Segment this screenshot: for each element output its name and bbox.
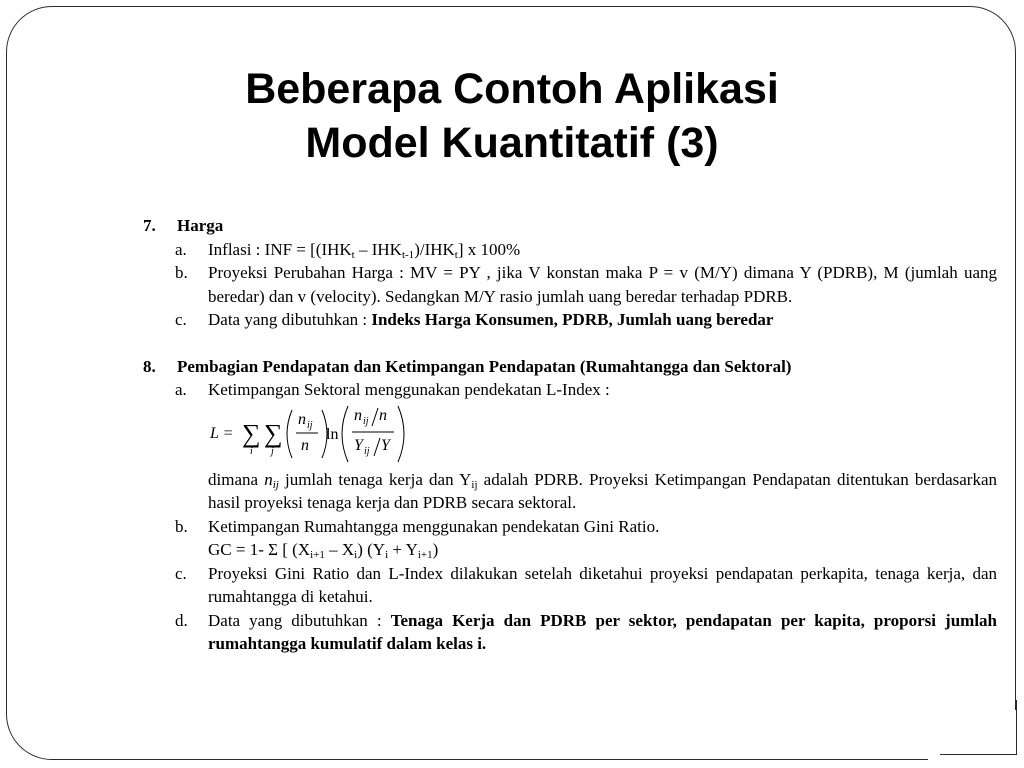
frac-num-sub: ij: [363, 415, 369, 427]
item-text: adalah PDRB. Proyeksi Ketimpangan Pendapatan ditentukan berdasarkan hasil proyeksi tenaga kerja dan PDRB secara sektoral.: [208, 469, 997, 512]
title-line-1: Beberapa Contoh Aplikasi: [245, 65, 779, 113]
subscript: ij: [272, 478, 279, 491]
frac-num-n: n: [354, 406, 362, 424]
gini-text: + Y: [388, 540, 418, 559]
l-index-formula-svg: [208, 402, 428, 468]
section-8-heading: Pembagian Pendapatan dan Ketimpangan Pendapatan (Rumahtangga dan Sektoral): [177, 356, 792, 376]
section-8-item-a-explanation: [143, 468, 997, 515]
inflation-text: – IHK: [354, 239, 402, 259]
frac-num-n-total: n: [379, 406, 387, 424]
gini-formula: [143, 538, 997, 562]
section-7: [143, 214, 997, 238]
section-8-item-a: [143, 378, 997, 402]
paren-left: [287, 410, 292, 458]
sum-sign-j: ∑: [264, 418, 283, 448]
slide-content: [143, 214, 997, 656]
inflation-text: Inflasi : INF = [(IHK: [208, 239, 352, 259]
slide-frame-side-line: [1016, 700, 1017, 755]
section-8-item-d: [143, 609, 997, 656]
spacer: [143, 332, 997, 355]
gini-text: GC = 1- Σ [ (X: [208, 540, 311, 559]
frac-num-sub: ij: [307, 419, 313, 431]
l-index-formula: [208, 402, 997, 468]
frac-den-y: Y: [354, 436, 363, 454]
section-8-item-c: [143, 562, 997, 609]
item-text-italic: n: [264, 469, 273, 489]
sum-index-i: i: [250, 445, 253, 457]
item-text-bold: Indeks Harga Konsumen, PDRB, Jumlah uang beredar: [371, 310, 774, 329]
item-label: b.: [175, 516, 188, 536]
item-text: Proyeksi Gini Ratio dan L-Index dilakukan setelah diketahui proyeksi pendapatan perkapita, tenaga kerja, dan rumahtangga di ketahui.: [208, 563, 997, 606]
subscript: t: [351, 248, 355, 261]
item-text: dimana: [208, 469, 265, 489]
slash: [374, 438, 380, 456]
subscript: i+1: [417, 549, 433, 561]
subscript: t: [454, 248, 458, 261]
subscript: i: [354, 549, 358, 561]
section-7-number: 7.: [143, 216, 156, 235]
subscript: i+1: [310, 549, 325, 561]
inflation-text: )/IHK: [414, 239, 455, 259]
section-7-heading: Harga: [177, 216, 224, 235]
frac-den-sub: ij: [364, 445, 370, 457]
item-label: c.: [175, 310, 187, 329]
frac-den-y-total: Y: [381, 436, 390, 454]
section-7-item-c: [143, 308, 997, 332]
gini-text: ) (Y: [357, 540, 386, 559]
slide-title: [0, 62, 1024, 170]
item-text: Data yang dibutuhkan :: [208, 310, 372, 329]
slide-frame-bottom-line: [940, 754, 1016, 755]
formula-lhs: L =: [210, 424, 234, 442]
inflation-text: ] x 100%: [457, 239, 521, 259]
item-label: b.: [175, 263, 188, 282]
gini-text: ): [432, 540, 439, 559]
paren-right: [398, 406, 404, 462]
subscript: t-1: [401, 248, 415, 261]
section-7-item-a: [143, 238, 997, 262]
section-8-number: 8.: [143, 356, 156, 376]
item-text: Ketimpangan Rumahtangga menggunakan pendekatan Gini Ratio.: [208, 516, 660, 536]
title-line-2: Model Kuantitatif (3): [305, 119, 719, 167]
item-text-bold: Tenaga Kerja dan PDRB per sektor, pendapatan per kapita, proporsi jumlah rumahtangga kumulatif dalam kelas i.: [208, 610, 997, 653]
section-8: [143, 355, 997, 379]
item-text: Data yang dibutuhkan :: [208, 610, 391, 630]
item-text: Ketimpangan Sektoral menggunakan pendekatan L-Index :: [208, 380, 610, 399]
sum-sign-i: ∑: [242, 418, 261, 448]
section-7-item-b: [143, 261, 997, 308]
frac-den-n: n: [301, 436, 309, 454]
ln-text: ln: [326, 425, 339, 443]
item-label: c.: [175, 563, 187, 583]
item-text: jumlah tenaga kerja dan Y: [278, 469, 472, 489]
frac-num-n: n: [298, 410, 306, 428]
slash: [372, 408, 378, 426]
sum-index-j: j: [271, 445, 274, 457]
item-text: Proyeksi Perubahan Harga : MV = PY , jika V konstan maka P = v (M/Y) dimana Y (PDRB), M (jumlah uang beredar) dan v (velocity). Sedangkan M/Y rasio jumlah uang beredar terhadap PDRB.: [208, 263, 997, 306]
item-label: a.: [175, 239, 187, 259]
section-8-item-b: [143, 515, 997, 539]
subscript: ij: [471, 478, 478, 491]
item-label: a.: [175, 380, 187, 399]
paren-left: [342, 406, 348, 462]
gini-text: – X: [324, 540, 355, 559]
subscript: i: [385, 549, 389, 561]
item-label: d.: [175, 610, 188, 630]
